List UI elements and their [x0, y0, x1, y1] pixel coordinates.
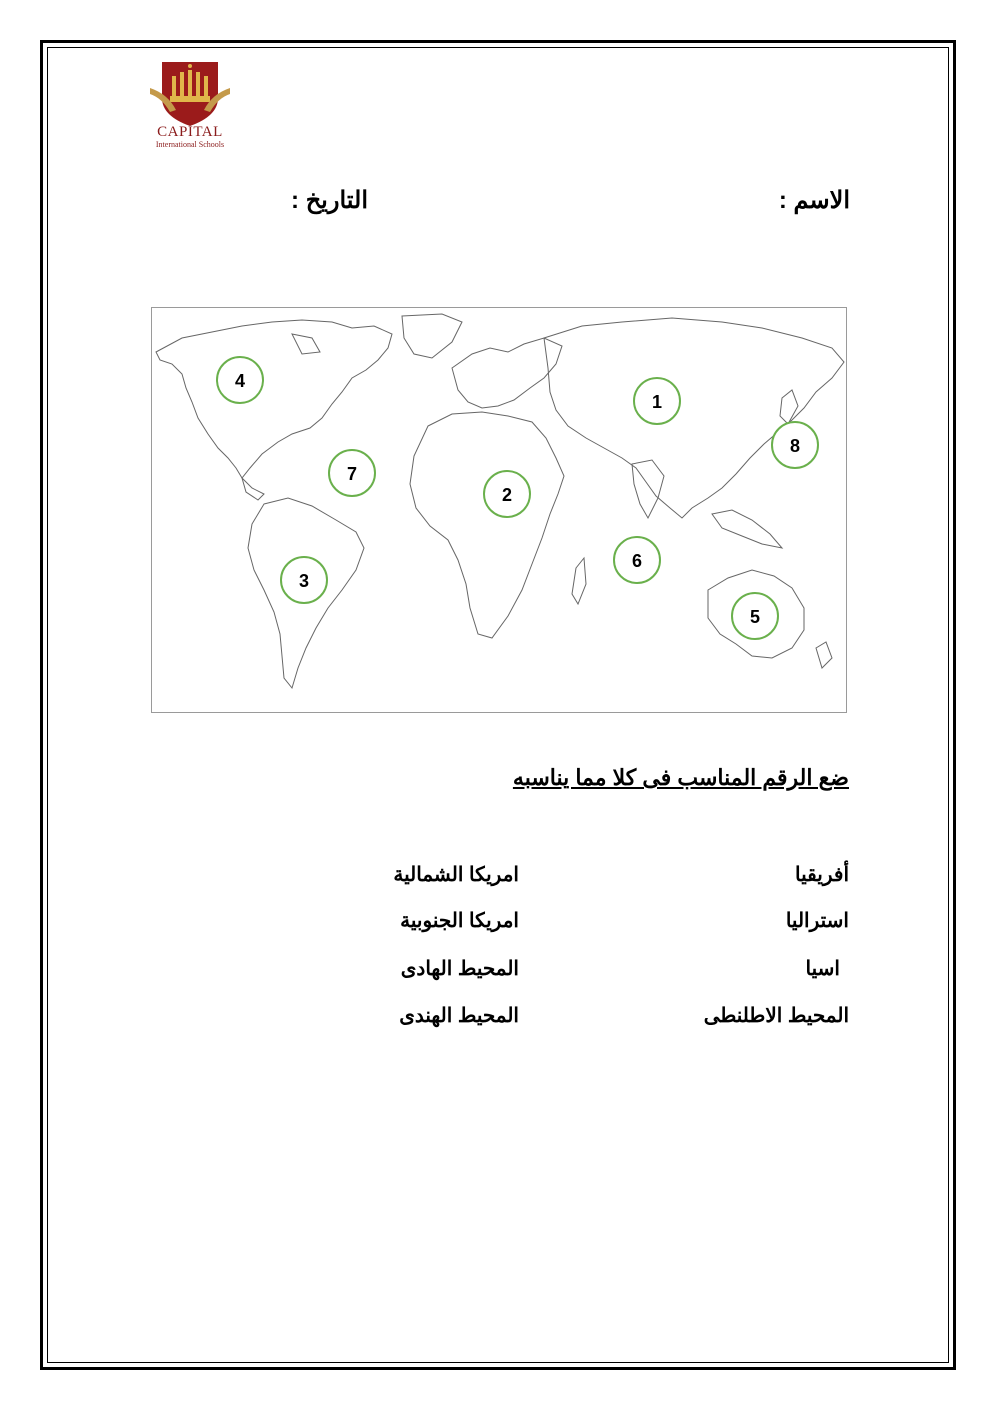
logo-name: CAPITAL: [157, 124, 223, 140]
option-pacific-ocean[interactable]: المحيط الهادى: [400, 958, 519, 980]
marker-2-number: 2: [501, 485, 513, 505]
option-australia[interactable]: استراليا: [785, 910, 849, 932]
marker-6[interactable]: [614, 537, 660, 583]
marker-1[interactable]: [634, 378, 680, 424]
option-south-america[interactable]: امريكا الجنوبية: [400, 910, 519, 932]
marker-8-number: 8: [789, 436, 801, 456]
marker-4-number: 4: [234, 371, 246, 391]
marker-5-number: 5: [749, 607, 761, 627]
marker-7-number: 7: [346, 464, 358, 484]
instruction-text: ضع الرقم المناسب فى كلا مما يناسبه: [512, 765, 849, 790]
option-africa[interactable]: أفريقيا: [795, 864, 849, 886]
option-asia[interactable]: اسيا: [805, 958, 840, 980]
option-indian-ocean[interactable]: المحيط الهندى: [399, 1005, 519, 1027]
marker-8[interactable]: [772, 422, 818, 468]
marker-3-number: 3: [298, 571, 310, 591]
option-north-america[interactable]: امريكا الشمالية: [393, 864, 519, 886]
map-markers: [151, 307, 847, 713]
logo-subtitle: International Schools: [155, 140, 225, 149]
marker-6-number: 6: [631, 551, 643, 571]
marker-7[interactable]: [329, 450, 375, 496]
date-label: التاريخ :: [291, 187, 368, 214]
marker-2[interactable]: [484, 471, 530, 517]
name-label: الاسم :: [778, 187, 850, 214]
option-atlantic-ocean[interactable]: المحيط الاطلنطى: [703, 1005, 849, 1027]
marker-1-number: 1: [651, 392, 663, 412]
marker-5[interactable]: [732, 593, 778, 639]
marker-3[interactable]: [281, 557, 327, 603]
marker-4[interactable]: [217, 357, 263, 403]
